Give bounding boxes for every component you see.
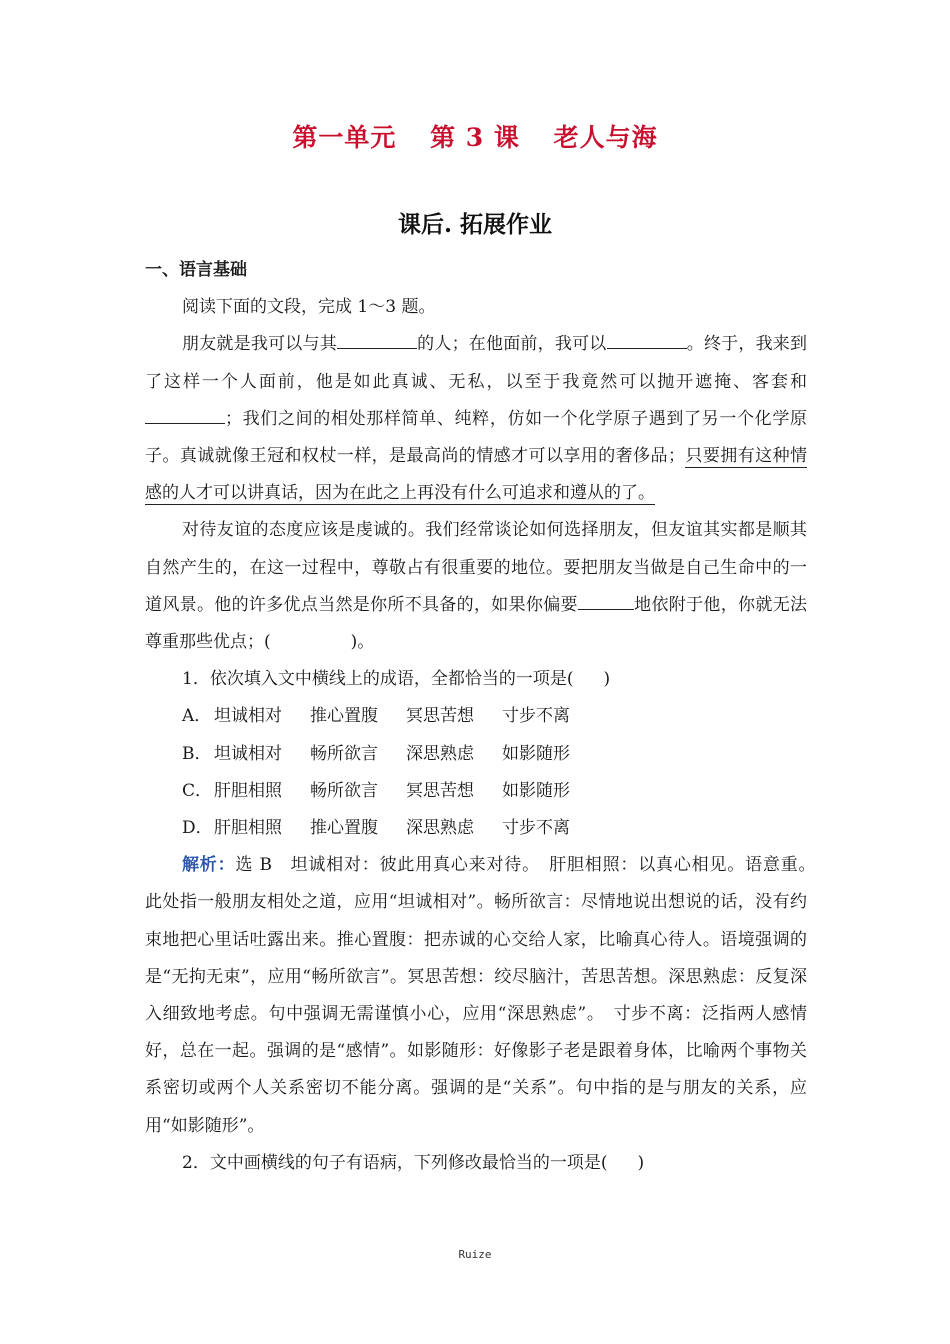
passage-paragraph-2 [145, 512, 807, 661]
option-item: 深思熟虑 [406, 743, 474, 764]
option-label: D． [182, 818, 213, 839]
option-item: 推心置腹 [310, 818, 378, 839]
page-footer: Ruize [458, 1248, 492, 1261]
passage-paragraph-1 [145, 326, 807, 512]
question-2-stem [145, 1145, 807, 1182]
section-title: 课后. 拓展作业 [397, 211, 552, 238]
part-heading: 一、语言基础 [145, 260, 247, 280]
option-item: 畅所欲言 [310, 780, 378, 801]
fill-blank-1 [337, 331, 417, 350]
option-label: A． [182, 706, 212, 727]
question-1-close: ) [603, 669, 611, 690]
option-item: 寸步不离 [502, 818, 570, 839]
option-item: 肝胆相照 [214, 780, 282, 801]
analysis-label: 解析： [182, 855, 236, 876]
option-item: 寸步不离 [502, 706, 570, 727]
analysis-text: 选 B 坦诚相对：彼此用真心来对待。 肝胆相照：以真心相见。语意重。 此处指一般朋友相处之道，应用“坦诚相对”。畅所欲言：尽情地说出想说的话，没有约束地把心里话吐露出来。推心置腹：把赤诚的心交给人家，比喻真心待人。语境强调的是“无拘无束”，应用“畅所欲言”。冥思苦想：绞尽脑汁，苦思苦想。深思熟虑：反复深入细致地考虑。句中强调无需谨慎小心，应用“深思熟虑”。 寸步不离：泛指两人感情好，总在一起。强调的是“感情”。如影随形：好像影子老是跟着身体，比喻两个事物关系密切或两个人关系密切不能分离。强调的是“关系”。句中指的是与朋友的关系，应用“如影随形”。 [145, 855, 825, 1136]
passage2-text-3: )。 [350, 632, 375, 653]
option-item: 如影随形 [502, 743, 570, 764]
option-c [145, 773, 807, 810]
option-item: 深思熟虑 [406, 818, 474, 839]
option-item: 坦诚相对 [214, 743, 282, 764]
unit-lesson-title [0, 118, 950, 154]
reading-instruction: 阅读下面的文段，完成 1～3 题。 [182, 297, 436, 318]
passage2-text-2: 地依附于他，你就无法尊重那些优点；( [145, 594, 808, 653]
lesson-title: 老人与海 [553, 123, 658, 152]
option-item: 如影随形 [502, 780, 570, 801]
question-1-text: 1．依次填入文中横线上的成语，全都恰当的一项是( [182, 669, 574, 690]
question-2-text: 2．文中画横线的句子有语病，下列修改最恰当的一项是( [182, 1152, 608, 1173]
passage1-text-2: 的人；在他面前，我可以 [416, 334, 607, 355]
option-label: C． [182, 780, 213, 801]
fill-blank-4 [578, 591, 634, 610]
fill-blank-3 [145, 405, 225, 424]
option-item: 冥思苦想 [406, 780, 474, 801]
option-item: 坦诚相对 [214, 706, 282, 727]
option-item: 畅所欲言 [310, 743, 378, 764]
question-1-stem [145, 661, 807, 698]
option-label: B． [182, 743, 212, 764]
option-a [145, 698, 807, 735]
passage1-text-3: 。终于，我来到了这样一个人面前，他是如此真诚、无私，以至于我竟然可以抛开遮掩、客套和 [145, 334, 808, 392]
option-item: 推心置腹 [310, 706, 378, 727]
fill-blank-2 [607, 331, 687, 350]
option-d [145, 810, 807, 847]
lesson-label: 第 3 课 [430, 123, 520, 152]
analysis-paragraph [145, 847, 825, 1145]
unit-label: 第一单元 [292, 123, 397, 152]
passage1-text-4: ；我们之间的相处那样简单、纯粹，仿如一个化学原子遇到了另一个化学原子。真诚就像王冠和权杖一样，是最高尚的情感才可以享用的奢侈品； [145, 408, 807, 467]
option-item: 冥思苦想 [406, 706, 474, 727]
option-item: 肝胆相照 [214, 818, 282, 839]
passage2-text-1: 对待友谊的态度应该是虔诚的。我们经常谈论如何选择朋友，但友谊其实都是顺其自然产生的，在这一过程中，尊敬占有很重要的地位。要把朋友当做是自己生命中的一道风景。他的许多优点当然是你所不具备的，如果你偏要 [145, 520, 807, 615]
option-b [145, 736, 807, 773]
underlined-sentence: 只要拥有这种情感的人才可以讲真话，因为在此之上再没有什么可追求和遵从的了。 [145, 446, 808, 504]
passage1-text-1: 朋友就是我可以与其 [182, 334, 337, 355]
question-2-close: ) [637, 1152, 645, 1173]
main-content [145, 252, 825, 1182]
